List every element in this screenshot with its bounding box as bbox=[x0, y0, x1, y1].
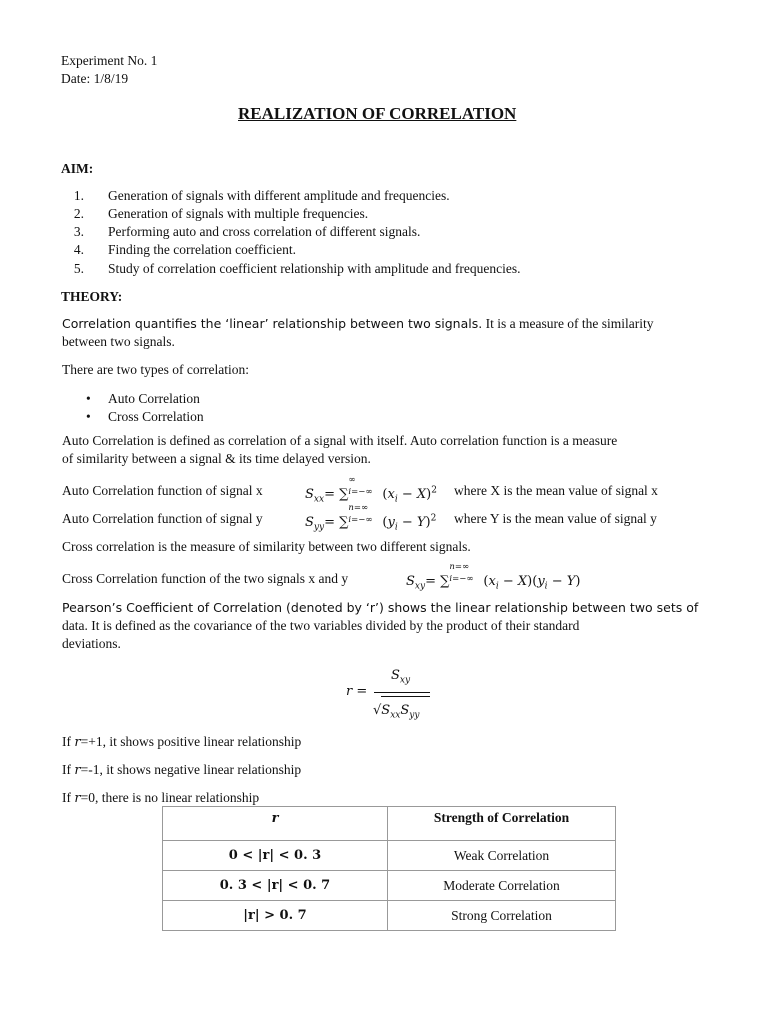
table-cell-range: |r| > 0. 7 bbox=[163, 901, 388, 931]
table-cell-strength: Moderate Correlation bbox=[388, 871, 616, 901]
pearson-line: deviations. bbox=[62, 636, 121, 651]
experiment-date: Date: 1/8/19 bbox=[61, 71, 129, 86]
page-title: REALIZATION OF CORRELATION bbox=[238, 104, 517, 123]
list-text: Generation of signals with multiple frequencies. bbox=[108, 206, 369, 221]
formula-lhs: r = bbox=[346, 684, 368, 699]
auto-definition-line: of similarity between a signal & its time delayed version. bbox=[62, 451, 371, 466]
list-number: 3. bbox=[73, 224, 84, 239]
table-row bbox=[163, 871, 616, 901]
bullet-icon: • bbox=[86, 391, 91, 406]
formula-denominator: $√S_{xx}S_{yy}$ bbox=[373, 703, 420, 721]
pearson-line: data. It is defined as the covariance of the two variables divided by the product of their standard bbox=[62, 618, 580, 633]
pearson-line: Pearson’s Coefficient of Correlation (denoted by ‘r’) shows the linear relationship between two sets of bbox=[62, 600, 699, 615]
theory-para-line bbox=[62, 316, 654, 332]
list-text: Study of correlation coefficient relationship with amplitude and frequencies. bbox=[108, 261, 521, 276]
list-text: Finding the correlation coefficient. bbox=[108, 242, 296, 257]
fraction-bar bbox=[374, 692, 430, 693]
list-number: 2. bbox=[73, 206, 84, 221]
table-cell-range: 0 < |r| < 0. 3 bbox=[163, 841, 388, 871]
theory-text: It is a measure of the similarity bbox=[482, 316, 654, 331]
auto-definition-line: Auto Correlation is defined as correlation of a signal with itself. Auto correlation function is a measure bbox=[62, 433, 618, 448]
if-positive: If r=+1, it shows positive linear relationship bbox=[62, 734, 302, 750]
list-text: Performing auto and cross correlation of different signals. bbox=[108, 224, 421, 239]
experiment-number: Experiment No. 1 bbox=[61, 53, 158, 68]
if-negative: If r=-1, it shows negative linear relationship bbox=[62, 762, 302, 778]
cross-definition: Cross correlation is the measure of similarity between two different signals. bbox=[62, 539, 471, 554]
list-text: Generation of signals with different amplitude and frequencies. bbox=[108, 188, 450, 203]
formula-numerator: $S_{xy}$ bbox=[391, 668, 411, 686]
table-row bbox=[163, 841, 616, 871]
aim-heading: AIM: bbox=[61, 161, 94, 176]
list-number: 1. bbox=[73, 188, 84, 203]
types-intro: There are two types of correlation: bbox=[62, 362, 250, 377]
sqrt-bar bbox=[381, 696, 430, 697]
list-number: 5. bbox=[73, 261, 84, 276]
table-cell-strength: Strong Correlation bbox=[388, 901, 616, 931]
bullet-icon: • bbox=[86, 409, 91, 424]
equation-sxx: $S_{xx}=$ ∑ ∞ i=−∞ $(x_i - X)^2$ bbox=[305, 475, 437, 505]
table-header: r bbox=[163, 807, 388, 841]
theory-text: Correlation quantifies the ‘linear’ relationship between two signals. bbox=[62, 316, 483, 331]
auto-y-note: where Y is the mean value of signal y bbox=[454, 511, 657, 526]
correlation-strength-table bbox=[162, 806, 616, 931]
list-text: Auto Correlation bbox=[108, 391, 200, 406]
auto-x-note: where X is the mean value of signal x bbox=[454, 483, 658, 498]
auto-x-label: Auto Correlation function of signal x bbox=[62, 483, 263, 498]
table-cell-strength: Weak Correlation bbox=[388, 841, 616, 871]
table-row bbox=[163, 901, 616, 931]
list-number: 4. bbox=[73, 242, 84, 257]
theory-para-line: between two signals. bbox=[62, 334, 175, 349]
if-zero: If r=0, there is no linear relationship bbox=[62, 790, 260, 806]
equation-syy: $S_{yy}=$ ∑ n=∞ i=−∞ $(y_i - Y)^2$ bbox=[305, 503, 437, 533]
table-cell-range: 0. 3 < |r| < 0. 7 bbox=[163, 871, 388, 901]
theory-heading: THEORY: bbox=[61, 289, 123, 304]
list-text: Cross Correlation bbox=[108, 409, 204, 424]
table-header: Strength of Correlation bbox=[388, 807, 616, 841]
auto-y-label: Auto Correlation function of signal y bbox=[62, 511, 263, 526]
cross-label: Cross Correlation function of the two signals x and y bbox=[62, 571, 349, 586]
table-header-row bbox=[163, 807, 616, 841]
equation-sxy: $S_{xy}=$ ∑ n=∞ i=−∞ $(x_i - X)(y_i - Y)$ bbox=[406, 562, 581, 592]
